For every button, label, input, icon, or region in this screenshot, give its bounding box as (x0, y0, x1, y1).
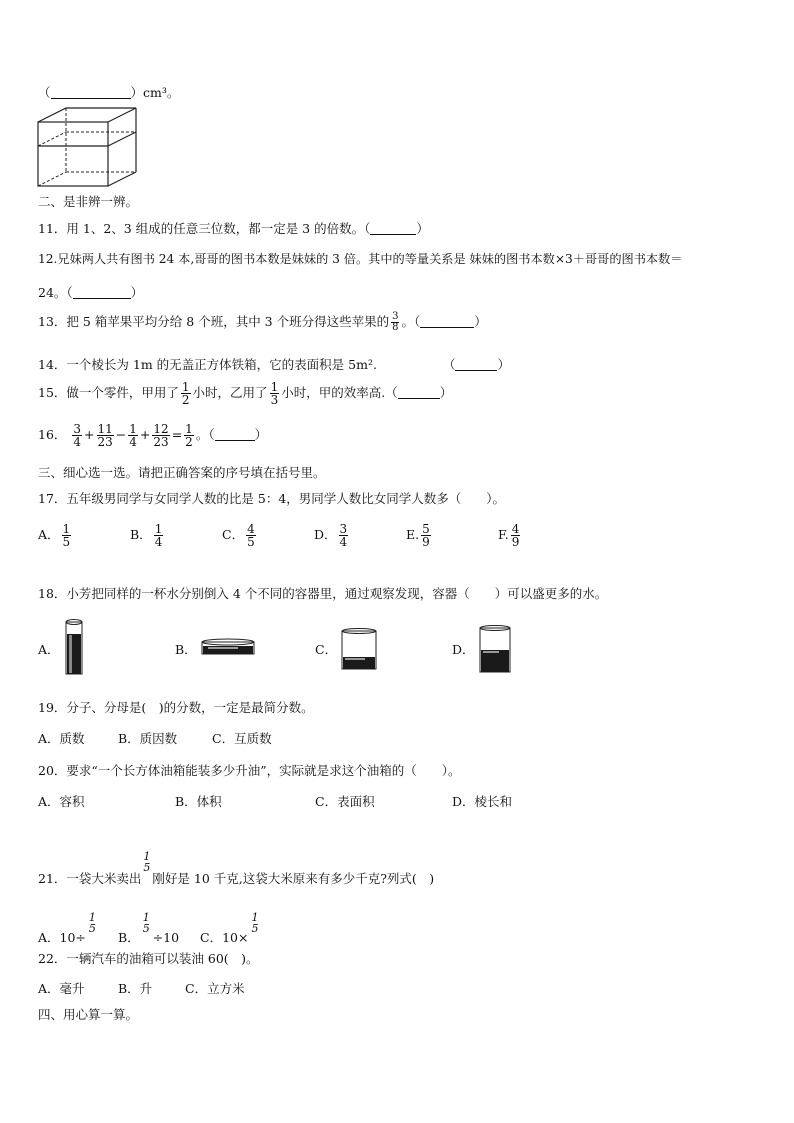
q18-option-a-label[interactable]: A． (38, 642, 60, 657)
q20-option-a[interactable]: A．容积 (38, 794, 85, 809)
q17-option-d[interactable]: D． $\frac{3}{4}$ (314, 522, 348, 549)
q19-stem: 19．分子、分母是( )的分数，一定是最简分数。 (38, 700, 314, 715)
q16-frac-d: $\frac{12}{23}$ (153, 422, 169, 449)
q16-frac-e: $\frac{1}{2}$ (185, 422, 193, 449)
q17-option-fraction: $\frac{5}{9}$ (422, 522, 430, 549)
q22-option-c[interactable]: C．立方米 (185, 981, 245, 996)
q13-fraction: $\frac{3}{8}$ (392, 311, 399, 333)
medium-wide-container-icon (340, 627, 378, 671)
q21-option-fraction: 1 5 (251, 911, 259, 935)
q19-option-c[interactable]: C．互质数 (212, 731, 272, 746)
q15-fraction-jia: $\frac{1}{2}$ (181, 380, 190, 407)
q16-frac-c: $\frac{1}{4}$ (129, 422, 137, 449)
q20-option-c[interactable]: C．表面积 (315, 794, 375, 809)
q17-option-a[interactable]: A． $\frac{1}{5}$ (38, 522, 71, 549)
q14: 14．一个棱长为 1m 的无盖正方体铁箱，它的表面积是 5m². （ ） (38, 357, 510, 372)
q17-option-f[interactable]: F. $\frac{4}{9}$ (498, 522, 520, 549)
q17-option-fraction: $\frac{1}{5}$ (62, 522, 71, 549)
q10-answer-line: （ ）cm³。 (38, 85, 180, 100)
wide-shallow-container-icon (200, 638, 256, 658)
q21-option-b[interactable]: B． 1 5 ÷10 (118, 911, 180, 945)
q16-frac-a: $\frac{3}{4}$ (73, 422, 82, 449)
q20-option-b[interactable]: B．体积 (175, 794, 222, 809)
q18-option-b-label[interactable]: B． (175, 642, 197, 657)
q12-line1: 12.兄妹两人共有图书 24 本,哥哥的图书本数是妹妹的 3 倍。其中的等量关系是 妹妹的图书本数×3＋哥哥的图书本数＝ (38, 252, 683, 266)
q14-answer-blank[interactable] (455, 358, 497, 371)
q19-option-a[interactable]: A．质数 (38, 731, 85, 746)
q17-option-b[interactable]: B． $\frac{1}{4}$ (130, 522, 163, 549)
cuboid-figure (36, 106, 138, 188)
q21-fraction: 1 5 (143, 850, 151, 874)
section-4-heading: 四、用心算一算。 (38, 1007, 139, 1022)
q21-option-c[interactable]: C．10× 1 5 (200, 911, 259, 945)
q22-option-b[interactable]: B．升 (118, 981, 153, 996)
q18-option-c-label[interactable]: C． (315, 642, 338, 657)
q17-option-fraction: $\frac{4}{9}$ (511, 522, 520, 549)
q16: 16． $\frac{3}{4}$ + $\frac{11}{23}$ − $\frac{1}{4}$ + $\frac{12}{23}$ = $\frac{1}{2}$ 。（ ） (38, 422, 268, 449)
q15: 15．做一个零件，甲用了 $\frac{1}{2}$ 小时，乙用了 $\frac{1}{3}$ 小时，甲的效率高.（ ） (38, 380, 453, 407)
q16-answer-blank[interactable] (215, 428, 255, 441)
q17-option-e[interactable]: E. $\frac{5}{9}$ (406, 522, 430, 549)
q11-answer-blank[interactable] (370, 222, 416, 235)
q21-stem: 21．一袋大米卖出 1 5 刚好是 10 千克,这袋大米原来有多少千克?列式( ) (38, 850, 435, 886)
tall-narrow-container-icon (64, 618, 84, 676)
q21-option-fraction: 1 5 (142, 911, 150, 935)
q15-answer-blank[interactable] (398, 386, 440, 399)
q21-option-fraction: 1 5 (88, 911, 96, 935)
q22-stem: 22．一辆汽车的油箱可以装油 60( )。 (38, 951, 259, 966)
q21-option-a[interactable]: A．10÷ 1 5 (38, 911, 96, 945)
q17-option-fraction: $\frac{1}{4}$ (154, 522, 163, 549)
q20-option-d[interactable]: D．棱长和 (452, 794, 513, 809)
q13-answer-blank[interactable] (420, 315, 474, 328)
q10-answer-blank[interactable] (51, 86, 131, 99)
medium-tall-container-icon (478, 624, 512, 674)
section-3-heading: 三、细心选一选。请把正确答案的序号填在括号里。 (38, 465, 326, 480)
q17-stem: 17．五年级男同学与女同学人数的比是 5：4，男同学人数比女同学人数多（ ）。 (38, 491, 506, 506)
q11: 11．用 1、2、3 组成的任意三位数，都一定是 3 的倍数。（ ） (38, 221, 429, 236)
q18-option-d-label[interactable]: D． (452, 642, 475, 657)
q13: 13．把 5 箱苹果平均分给 8 个班，其中 3 个班分得这些苹果的 $\frac{3}{8}$ 。（ ） (38, 311, 487, 333)
q12-line2: 24。（ ） (38, 285, 144, 300)
q22-option-a[interactable]: A．毫升 (38, 981, 85, 996)
q20-stem: 20．要求“一个长方体油箱能装多少升油”，实际就是求这个油箱的（ ）。 (38, 763, 461, 778)
q17-option-c[interactable]: C． $\frac{4}{5}$ (222, 522, 255, 549)
q12-answer-blank[interactable] (73, 286, 131, 299)
section-2-heading: 二、是非辨一辨。 (38, 194, 139, 209)
q18-stem: 18．小芳把同样的一杯水分别倒入 4 个不同的容器里，通过观察发现，容器（ ）可以盛更多的水。 (38, 586, 608, 601)
q15-fraction-yi: $\frac{1}{3}$ (270, 380, 279, 407)
q17-option-fraction: $\frac{3}{4}$ (339, 522, 348, 549)
q16-frac-b: $\frac{11}{23}$ (97, 422, 113, 449)
q17-option-fraction: $\frac{4}{5}$ (247, 522, 255, 549)
q19-option-b[interactable]: B．质因数 (118, 731, 178, 746)
